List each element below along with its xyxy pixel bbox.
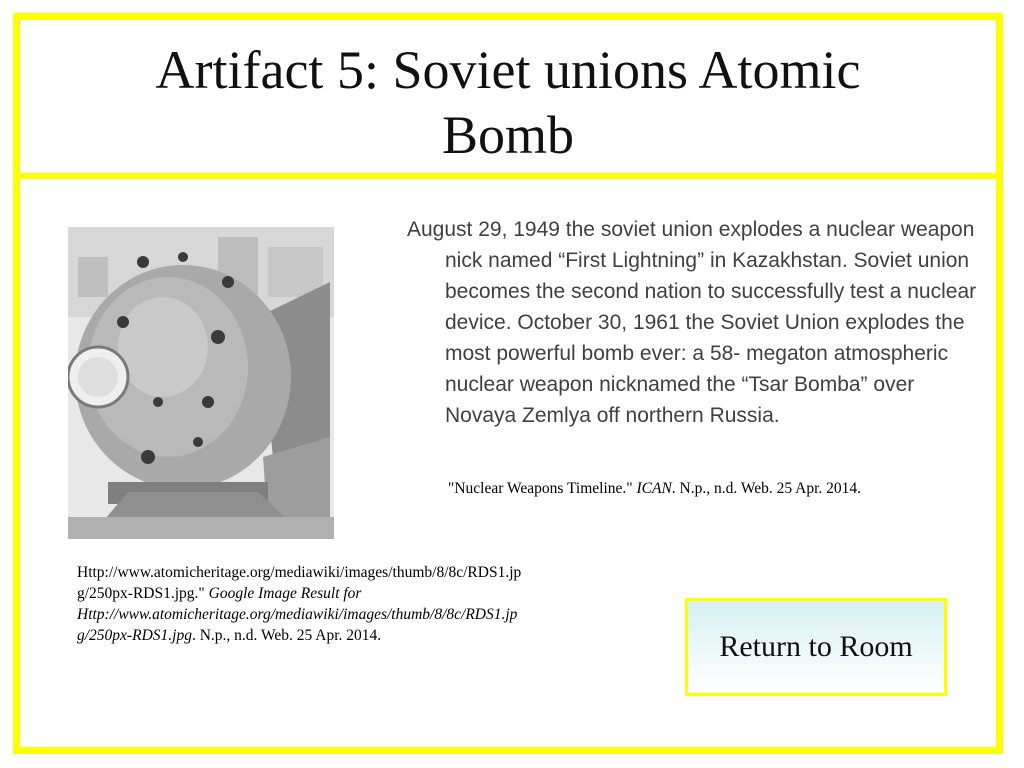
bomb-photo — [68, 227, 334, 539]
citation-source: ICAN — [636, 480, 672, 497]
slide-title — [20, 38, 996, 168]
source-citation — [448, 479, 968, 499]
return-to-room-button[interactable] — [685, 598, 947, 696]
citation-prefix: "Nuclear Weapons Timeline." — [448, 480, 637, 497]
image-citation-line-3: Http://www.atomicheritage.org/mediawiki/images/thumb/8/8c/RDS1.jp — [77, 606, 518, 623]
image-citation-line-2: g/250px-RDS1.jpg." — [77, 585, 209, 602]
citation-suffix: . N.p., n.d. Web. 25 Apr. 2014. — [671, 480, 861, 497]
title-line-2: Bomb — [441, 105, 575, 165]
image-citation-line-2-italic: Google Image Result for — [208, 585, 362, 602]
image-citation-line-4-italic: g/250px-RDS1.jpg — [77, 627, 192, 644]
image-citation — [77, 562, 597, 646]
title-box — [20, 20, 996, 179]
title-line-1: Artifact 5: Soviet unions Atomic — [155, 40, 861, 100]
return-to-room-label: Return to Room — [719, 630, 913, 663]
body-paragraph: August 29, 1949 the soviet union explodes a nuclear weapon nick named “First Lightning” in Kazakhstan. Soviet union becomes the second nation to successfully test a nuclear device. October 30, 1961 the Soviet Union explodes the most powerful bomb ever: a 58- megaton atmospheric nuclear weapon nicknamed the “Tsar Bomba” over Novaya Zemlya off northern Russia. — [407, 218, 977, 427]
image-citation-line-1: Http://www.atomicheritage.org/mediawiki/images/thumb/8/8c/RDS1.jp — [77, 564, 522, 581]
image-citation-line-4: . N.p., n.d. Web. 25 Apr. 2014. — [191, 627, 382, 644]
